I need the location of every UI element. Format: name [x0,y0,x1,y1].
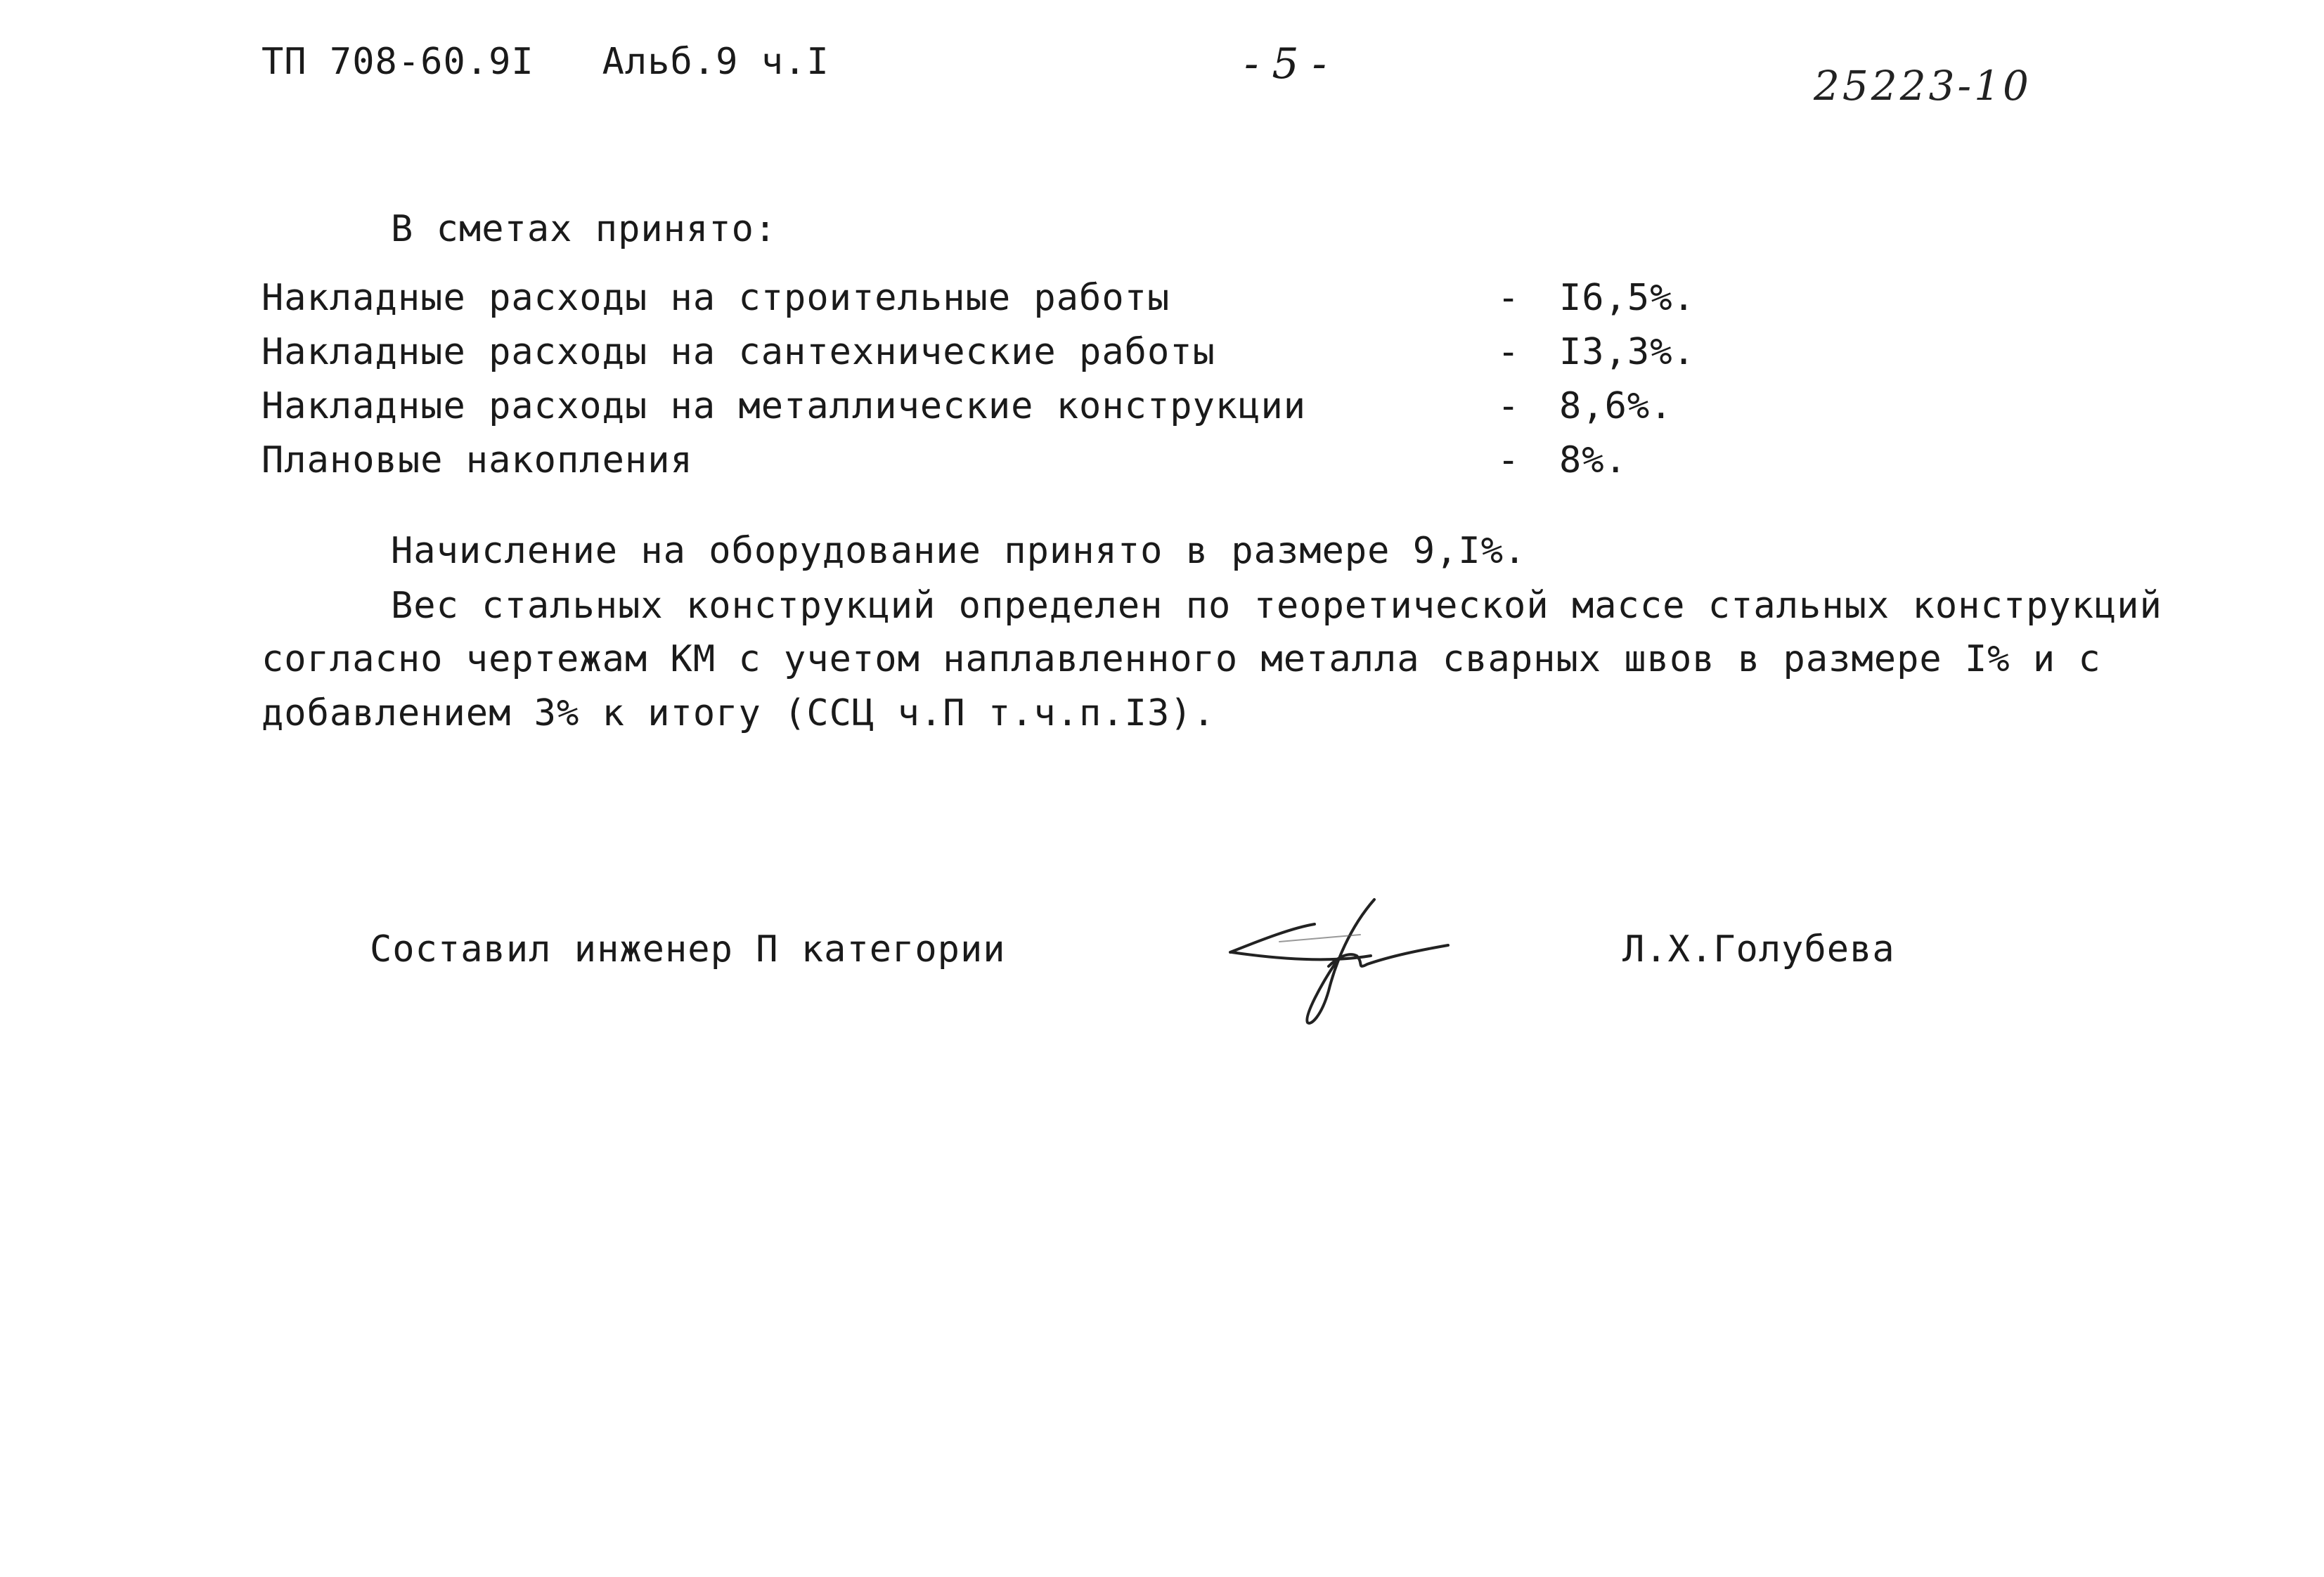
equipment-note: Начисление на оборудование принято в размере 9,I%. [391,530,1527,572]
signatory-name: Л.Х.Голубева [1622,928,1895,971]
rate-value: 8,6%. [1559,385,1673,427]
page-number: - 5 - [1244,39,1326,89]
steel-paragraph-line-2: согласно чертежам КМ с учетом наплавленного металла сварных швов в размере I% и с [262,638,2101,680]
signatory-role: Составил инженер П категории [370,928,1006,971]
handwritten-signature [1223,885,1455,1026]
document-reference [262,41,829,83]
rate-dash: - [1497,277,1521,319]
handwritten-document-code: 25223-10 [1814,62,2032,110]
rate-label: Накладные расходы на сантехнические работы [262,331,1215,373]
rate-dash: - [1497,439,1521,481]
rate-dash: - [1497,331,1521,373]
rate-label: Накладные расходы на металлические конструкции [262,385,1307,427]
rate-value: I6,5%. [1559,277,1696,319]
steel-paragraph-line-1: Вес стальных конструкций определен по теоретической массе стальных конструкций [391,585,2162,627]
album-ref: Альб.9 ч.I [602,41,829,83]
rate-dash: - [1497,385,1521,427]
rate-value: 8%. [1559,439,1627,481]
rate-label: Плановые накопления [262,439,693,481]
rate-label: Накладные расходы на строительные работы [262,277,1170,319]
rate-value: I3,3%. [1559,331,1696,373]
doc-ref: ТП 708-60.9I [262,41,534,83]
steel-paragraph-line-3: добавлением 3% к итогу (ССЦ ч.П т.ч.п.I3). [262,692,1215,734]
intro-line: В сметах принято: [391,208,777,250]
